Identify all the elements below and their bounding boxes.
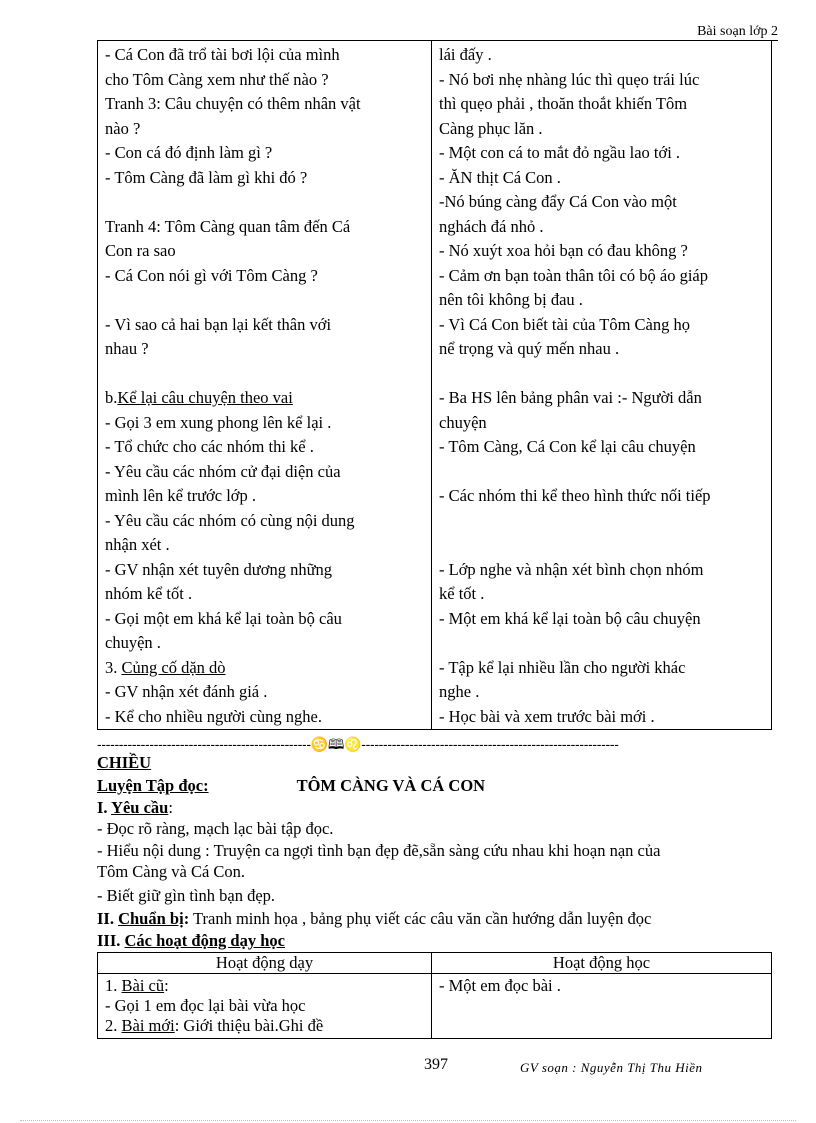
subject-label: Luyện Tập đọc: [97,776,209,795]
text-line: mình lên kể trước lớp . [105,486,257,505]
section-number: II. [97,909,119,928]
text-line: nhận xét . [105,535,170,554]
text-line: cho Tôm Càng xem như thế nào ? [105,69,329,89]
text-line: - Một em đọc bài . [439,976,561,995]
text-line: kể tốt . [439,584,485,603]
item-suffix: : Giới thiệu bài.Ghi đề [174,1016,324,1035]
text-line [105,190,427,215]
text-line: - Lớp nghe và nhận xét bình chọn nhóm [439,559,704,579]
text-line: - Kể cho nhiều người cùng nghe. [105,706,322,726]
text-line: - Ba HS lên bảng phân vai :- Người dẫn [439,388,702,407]
requirement-item: - Biết giữ gìn tình bạn đẹp. [97,886,276,905]
text-line: thì quẹo phải , thoăn thoắt khiến Tôm [439,94,688,113]
text-line: - Cá Con đã trổ tài bơi lội của mình [105,45,340,64]
text-line: - Tôm Càng, Cá Con kể lại câu chuyện [439,437,696,456]
text-line: - Nó bơi nhẹ nhàng lúc thì quẹo trái lúc [439,69,700,89]
text-line [105,1016,427,1036]
text-line [439,509,767,534]
item-prefix: 1. [105,976,122,995]
text-line: nhau ? [105,339,149,358]
table-bottom-row [98,729,772,730]
text-line: - Nó xuýt xoa hỏi bạn có đau không ? [439,241,688,260]
header-student: Hoạt động học [432,953,772,974]
old-lesson-heading: Bài cũ [121,976,165,995]
text-line: - Tập kể lại nhiều lần cho người khác [439,657,686,677]
page-number: 397 [424,1056,448,1073]
text-line: nể trọng và quý mến nhau . [439,339,620,358]
table-bottom-cell [98,729,432,730]
text-line: - GV nhận xét tuyên dương những [105,559,333,579]
text-line [439,631,767,656]
text-line [105,288,427,313]
section-number: III. [97,931,125,950]
section-heading-line [105,386,427,411]
activity-table [97,952,772,1039]
text-line: chuyện . [105,633,161,652]
text-line: - GV nhận xét đánh giá . [105,682,268,701]
text-line: - Học bài và xem trước bài mới . [439,706,655,726]
requirements-heading [97,797,777,818]
student-activity-cell [432,974,772,1039]
text-line: chuyện [439,412,487,432]
teacher-activity-cell [98,974,432,1039]
text-line: Càng phục lăn . [439,118,543,138]
text-line: - Các nhóm thi kể theo hình thức nối tiếp [439,486,711,505]
text-line [439,533,767,558]
text-line: - Vì Cá Con biết tài của Tôm Càng họ [439,314,690,334]
heading-prefix: 3. [105,657,122,677]
author-credit: GV soạn : Nguyễn Thị Thu Hiền [520,1060,703,1075]
activities-label: Các hoạt động dạy học [124,931,285,950]
text-line: -Nó búng càng đẩy Cá Con vào một [439,192,677,211]
text-line [105,976,427,996]
text-line: - Gọi một em khá kể lại toàn bộ câu [105,608,342,628]
text-line [439,460,767,485]
heading-prefix: b. [105,388,118,407]
colon: : [183,909,190,928]
text-line: nhóm kể tốt . [105,584,193,603]
text-line: lái đấy . [439,45,492,64]
text-line: - Con cá đó định làm gì ? [105,143,273,162]
heading-củng-cố: Củng cố dặn dò [121,657,226,677]
teacher-activity-cell [98,41,432,729]
activities-heading [97,930,777,951]
text-line: - Cảm ơn bạn toàn thân tôi có bộ áo giáp [439,265,708,285]
text-line: - Gọi 1 em đọc lại bài vừa học [105,996,306,1015]
page-edge-dotted-line [20,1120,796,1121]
requirement-item: - Hiểu nội dung : Truyện ca ngợi tình bạn đẹp đẽ,sẵn sàng cứu nhau khi hoạn nạn của [97,841,661,860]
item-suffix: : [164,976,169,995]
preparation-line [97,908,777,929]
requirement-item: Tôm Càng và Cá Con. [97,862,246,881]
session-label: CHIỀU [97,753,152,772]
text-line: - Vì sao cả hai bạn lại kết thân với [105,314,332,334]
section-heading-line [105,656,427,681]
text-line: - Yêu cầu các nhóm có cùng nội dung [105,510,355,530]
text-line: nào ? [105,118,141,138]
table-row [98,41,772,729]
heading-kể-lại-theo-vai: Kể lại câu chuyện theo vai [117,388,293,407]
text-line: nghách đá nhỏ . [439,216,544,236]
activity-table-continued [97,41,772,730]
student-activity-cell [432,41,772,729]
new-lesson-heading: Bài mới [121,1016,175,1035]
page-header: Bài soạn lớp 2 [697,24,778,39]
preparation-label: Chuẩn bị [118,909,184,928]
requirement-item: - Đọc rõ ràng, mạch lạc bài tập đọc. [97,819,334,838]
ornament-icon: ♋🕮♌ [310,736,362,752]
text-line: Tranh 3: Câu chuyện có thêm nhân vật [105,94,361,113]
table-header-row [98,953,772,974]
text-line: nên tôi không bị đau . [439,290,583,309]
colon: : [168,798,173,817]
text-line: Con ra sao [105,241,176,260]
text-line: - Tôm Càng đã làm gì khi đó ? [105,167,308,187]
item-prefix: 2. [105,1016,122,1035]
text-line: - Yêu cầu các nhóm cử đại diện của [105,461,341,481]
text-line: - Cá Con nói gì với Tôm Càng ? [105,265,318,285]
requirements-label: Yêu cầu [111,798,169,817]
lesson-heading [97,775,777,796]
section-number: I. [97,798,112,817]
separator-dashes-left: ------------------------------------------------- [97,736,311,752]
preparation-text: Tranh minh họa , bảng phụ viết các câu văn cần hướng dẫn luyện đọc [189,909,652,928]
text-line: Tranh 4: Tôm Càng quan tâm đến Cá [105,216,351,236]
table-bottom-cell [432,729,772,730]
text-line: nghe . [439,682,480,701]
text-line: - Tổ chức cho các nhóm thi kể . [105,437,314,456]
separator-dashes-right: ----------------------------------------------------------- [361,736,619,752]
header-teacher: Hoạt động dạy [98,953,432,974]
text-line [105,362,427,387]
text-line: - Gọi 3 em xung phong lên kể lại . [105,412,332,432]
text-line: - ĂN thịt Cá Con . [439,167,561,187]
lesson-title: TÔM CÀNG VÀ CÁ CON [296,776,486,795]
text-line: - Một con cá to mắt đỏ ngầu lao tới . [439,143,681,162]
text-line: - Một em khá kể lại toàn bộ câu chuyện [439,608,701,628]
table-row [98,974,772,1039]
text-line [439,362,767,387]
